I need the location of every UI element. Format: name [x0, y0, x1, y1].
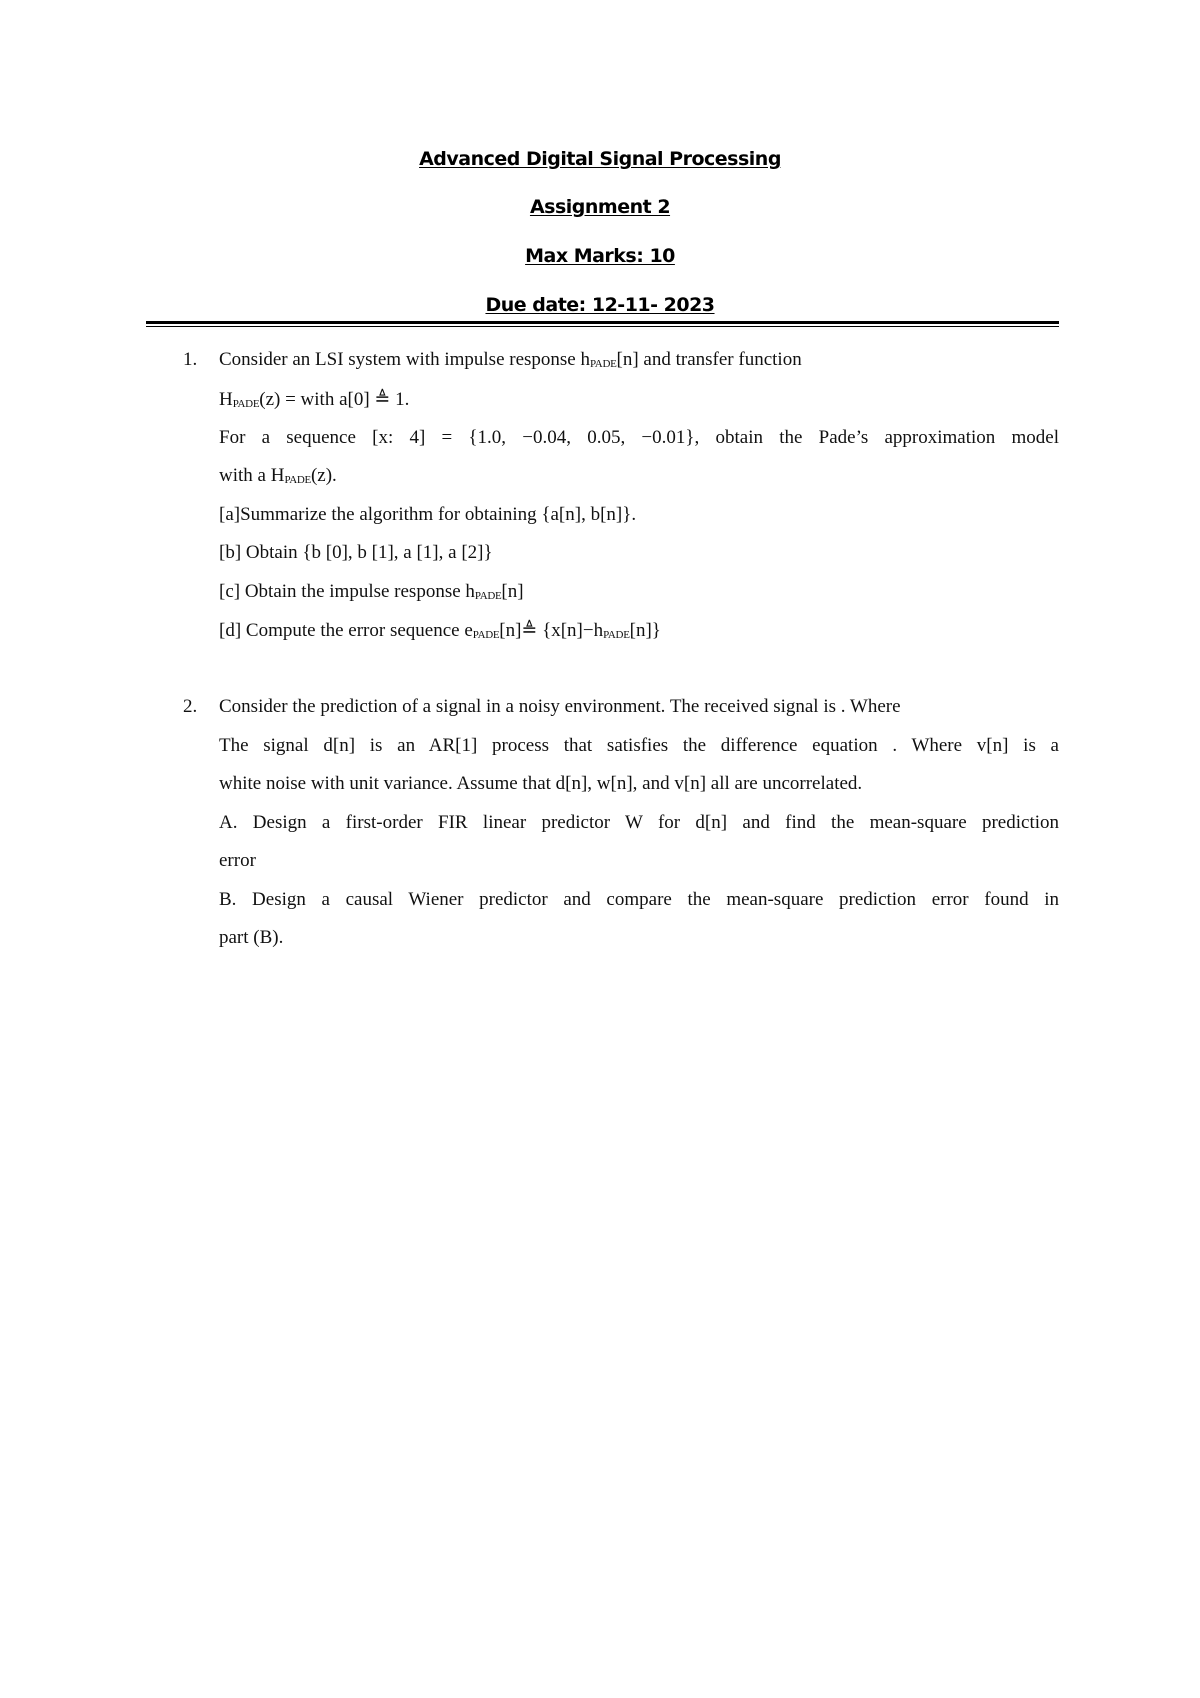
question-line: part (B). [219, 927, 284, 948]
sub-question-a: A. Design a first-order FIR linear predictor W for d[n] and find the mean-square prediction [219, 812, 1059, 833]
header-divider-thin [146, 326, 1059, 327]
course-title: Advanced Digital Signal Processing [419, 148, 781, 170]
question-line: The signal d[n] is an AR[1] process that satisfies the difference equation . Where v[n] is a [219, 735, 1059, 756]
max-marks: Max Marks: 10 [525, 245, 675, 267]
question-number: 1. [183, 349, 198, 370]
question-line: Consider the prediction of a signal in a noisy environment. The received signal is . Where [219, 696, 901, 717]
sub-question-c: [c] Obtain the impulse response $h_{PADE}[n]$ [219, 581, 524, 602]
due-date: Due date: 12-11- 2023 [485, 294, 715, 316]
sub-question-b: [b] Obtain {b [0], b [1], a [1], a [2]} [219, 542, 493, 563]
assignment-title: Assignment 2 [529, 196, 671, 218]
question-line: $H_{PADE}(z)$ = with a[0] ≜ 1. [219, 389, 410, 410]
sub-question-a: [a]Summarize the algorithm for obtaining {a[n], b[n]}. [219, 504, 637, 525]
sub-question-d: [d] Compute the error sequence $e_{PADE}[n]≜$ $\{x[n]-h_{PADE}[n]\}$ [219, 620, 661, 641]
question-line: white noise with unit variance. Assume that d[n], w[n], and v[n] all are uncorrelated. [219, 773, 863, 794]
question-line: error [219, 850, 256, 871]
sub-question-b: B. Design a causal Wiener predictor and compare the mean-square prediction error found in [219, 889, 1059, 910]
question-line: with a $H_{PADE}(z)$. [219, 465, 337, 486]
question-number: 2. [183, 696, 198, 717]
header-divider-thick [146, 321, 1059, 324]
question-line: For a sequence [x: 4] = {1.0, −0.04, 0.05, −0.01}, obtain the Pade’s approximation model [219, 427, 1059, 448]
question-line: Consider an LSI system with impulse response $h_{PADE}[n]$ and transfer function [219, 349, 802, 370]
